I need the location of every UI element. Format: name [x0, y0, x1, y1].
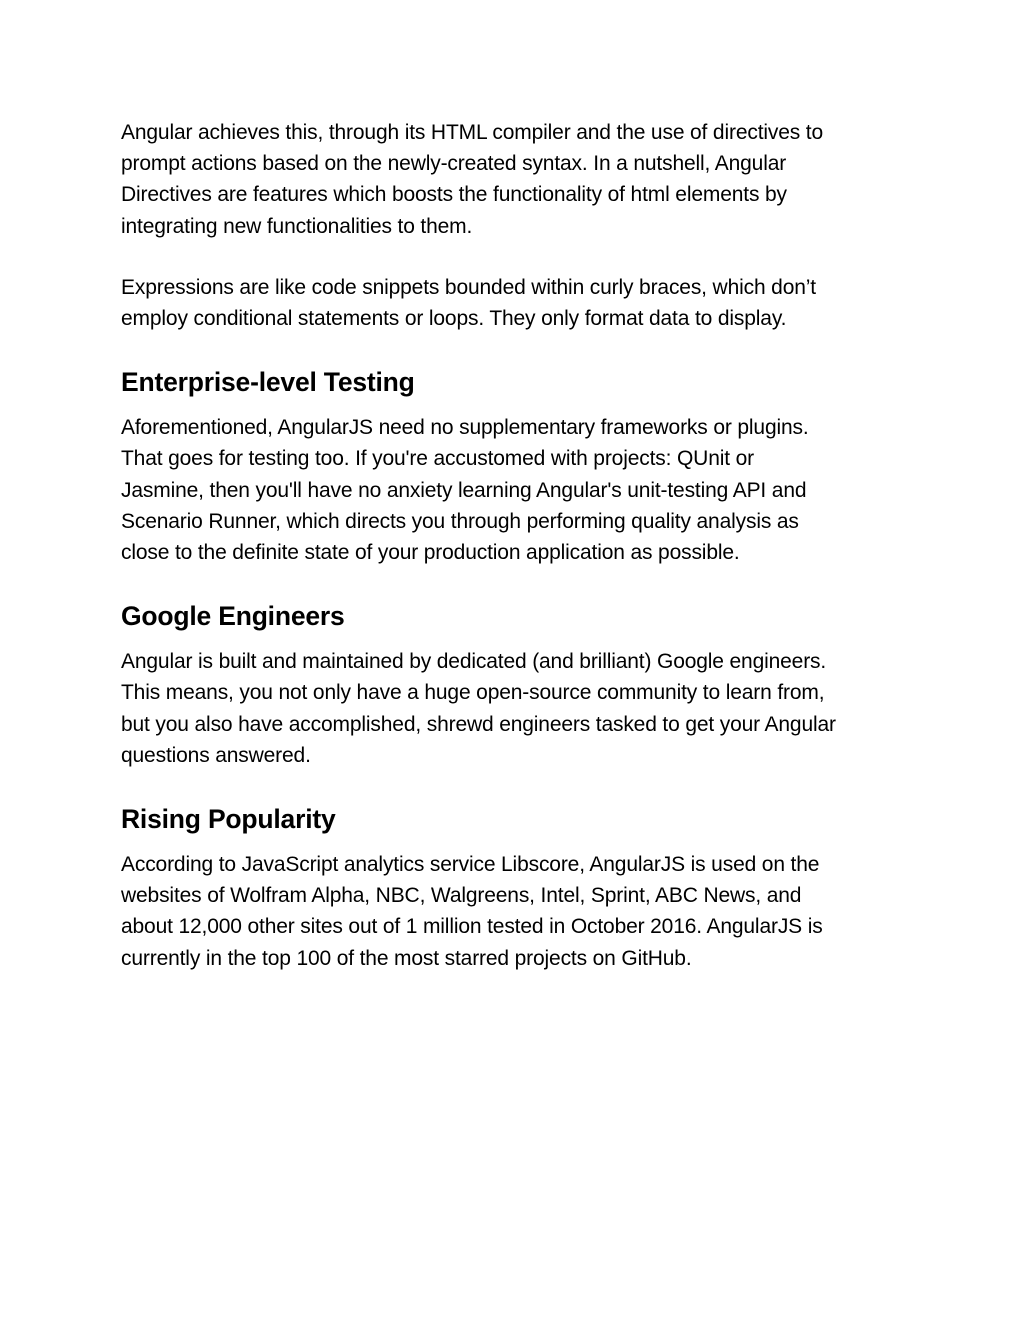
intro-paragraph [121, 117, 911, 242]
paragraph-line: prompt actions based on the newly-created syntax. In a nutshell, Angular [121, 152, 787, 176]
paragraph-line: This means, you not only have a huge open-source community to learn from, [121, 681, 825, 705]
enterprise-testing-paragraph [121, 412, 911, 568]
paragraph-line: Jasmine, then you'll have no anxiety learning Angular's unit-testing API and [121, 478, 807, 502]
paragraph-line: Angular is built and maintained by dedicated (and brilliant) Google engineers. [121, 650, 827, 674]
paragraph-line: but you also have accomplished, shrewd engineers tasked to get your Angular [121, 712, 836, 736]
paragraph-line: Scenario Runner, which directs you through performing quality analysis as [121, 509, 799, 533]
paragraph-line: integrating new functionalities to them. [121, 214, 473, 238]
section-heading-google-engineers: Google Engineers [121, 601, 345, 632]
document-page [121, 117, 911, 974]
paragraph-line: Aforementioned, AngularJS need no supplementary frameworks or plugins. [121, 416, 809, 440]
paragraph-line: about 12,000 other sites out of 1 million tested in October 2016. AngularJS is [121, 915, 823, 939]
rising-popularity-paragraph [121, 849, 911, 974]
paragraph-line: employ conditional statements or loops. They only format data to display. [121, 307, 787, 331]
paragraph-line: Expressions are like code snippets bounded within curly braces, which don’t [121, 275, 816, 299]
section-heading-enterprise-testing: Enterprise-level Testing [121, 367, 415, 398]
google-engineers-paragraph [121, 646, 911, 771]
paragraph-line: questions answered. [121, 743, 311, 767]
paragraph-line: close to the definite state of your production application as possible. [121, 541, 740, 565]
paragraph-line: According to JavaScript analytics service Libscore, AngularJS is used on the [121, 853, 820, 877]
paragraph-line: currently in the top 100 of the most starred projects on GitHub. [121, 946, 692, 970]
paragraph-line: Directives are features which boosts the functionality of html elements by [121, 183, 787, 207]
expressions-paragraph [121, 272, 911, 334]
section-heading-rising-popularity: Rising Popularity [121, 804, 336, 835]
paragraph-line: That goes for testing too. If you're accustomed with projects: QUnit or [121, 447, 754, 471]
paragraph-line: Angular achieves this, through its HTML compiler and the use of directives to [121, 121, 824, 144]
paragraph-line: websites of Wolfram Alpha, NBC, Walgreens, Intel, Sprint, ABC News, and [121, 884, 802, 908]
